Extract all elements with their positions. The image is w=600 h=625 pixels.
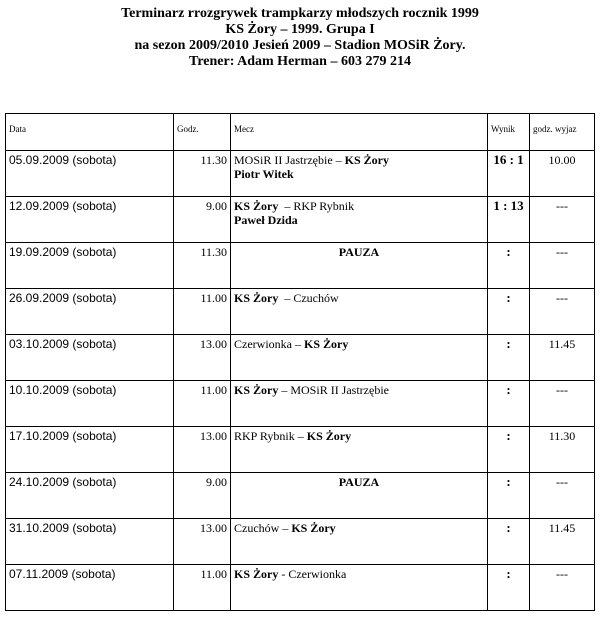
- team-separator: –: [278, 383, 291, 397]
- departure-time: 11.45: [530, 335, 595, 381]
- team-separator: –: [291, 337, 304, 351]
- referee-name: Paweł Dzida: [234, 213, 298, 227]
- home-team: KS Żory: [234, 567, 279, 581]
- column-header-date: Data: [6, 114, 174, 151]
- match-result: [488, 427, 530, 473]
- column-header-time: Godz.: [174, 114, 231, 151]
- match-cell: [231, 427, 488, 473]
- result-value: :: [506, 244, 511, 259]
- result-value: :: [506, 566, 511, 581]
- match-date: 07.11.2009 (sobota): [6, 565, 174, 611]
- column-header-result: Wynik: [488, 114, 530, 151]
- match-date: 19.09.2009 (sobota): [6, 243, 174, 289]
- match-date: 26.09.2009 (sobota): [6, 289, 174, 335]
- away-team: KS Żory: [306, 429, 352, 443]
- match-teams: [234, 521, 336, 535]
- match-cell: [231, 243, 488, 289]
- match-result: [488, 519, 530, 565]
- table-row: [6, 335, 595, 381]
- team-separator: –: [279, 521, 292, 535]
- match-date: 24.10.2009 (sobota): [6, 473, 174, 519]
- table-row: [6, 427, 595, 473]
- column-header-departure: godz. wyjaz: [530, 114, 595, 151]
- match-result: [488, 565, 530, 611]
- match-teams: [234, 291, 339, 305]
- home-team: RKP Rybnik: [234, 429, 295, 443]
- home-team: KS Żory: [234, 291, 279, 305]
- table-row: [6, 151, 595, 197]
- home-team: Czerwionka: [234, 337, 292, 351]
- departure-time: 11.45: [530, 519, 595, 565]
- match-result: [488, 381, 530, 427]
- schedule-table: [5, 113, 595, 611]
- departure-time: ---: [530, 289, 595, 335]
- table-row: [6, 381, 595, 427]
- home-team: Czuchów: [234, 521, 280, 535]
- table-row: [6, 519, 595, 565]
- match-result: [488, 473, 530, 519]
- document-header: [0, 6, 600, 70]
- match-date: 10.10.2009 (sobota): [6, 381, 174, 427]
- team-separator: –: [278, 291, 294, 305]
- match-time: 13.00: [174, 427, 231, 473]
- team-separator: –: [294, 429, 307, 443]
- match-cell: [231, 197, 488, 243]
- table-row: [6, 243, 595, 289]
- match-cell: [231, 565, 488, 611]
- team-separator: –: [332, 153, 345, 167]
- match-time: 13.00: [174, 335, 231, 381]
- table-row: [6, 473, 595, 519]
- match-result: [488, 289, 530, 335]
- table-header-row: [6, 114, 595, 151]
- home-team: KS Żory: [234, 383, 279, 397]
- header-coach: Trener: Adam Herman – 603 279 214: [189, 54, 411, 69]
- header-season: na sezon 2009/2010 Jesień 2009 – Stadion MOSiR Żory.: [134, 38, 466, 53]
- away-team: KS Żory: [303, 337, 349, 351]
- away-team: Czuchów: [293, 291, 339, 305]
- match-result: [488, 335, 530, 381]
- header-title: Terminarz rrozgrywek trampkarzy młodszych rocznik 1999: [121, 6, 479, 21]
- match-cell: [231, 335, 488, 381]
- away-team: KS Żory: [344, 153, 389, 167]
- result-value: :: [506, 290, 511, 305]
- match-date: 31.10.2009 (sobota): [6, 519, 174, 565]
- match-time: 13.00: [174, 519, 231, 565]
- match-date: 12.09.2009 (sobota): [6, 197, 174, 243]
- match-cell: [231, 151, 488, 197]
- match-teams: [234, 429, 351, 443]
- match-teams: [234, 383, 389, 397]
- match-result: [488, 197, 530, 243]
- away-team: Czerwionka: [288, 567, 347, 581]
- pause-label: PAUZA: [338, 475, 380, 489]
- result-value: 1 : 13: [493, 198, 524, 213]
- match-teams: [234, 337, 348, 351]
- table-row: [6, 565, 595, 611]
- result-value: :: [506, 474, 511, 489]
- referee-name: Piotr Witek: [234, 167, 294, 181]
- departure-time: 11.30: [530, 427, 595, 473]
- match-teams: [234, 199, 354, 213]
- away-team: KS Żory: [291, 521, 336, 535]
- departure-time: ---: [530, 473, 595, 519]
- result-value: :: [506, 428, 511, 443]
- table-row: [6, 289, 595, 335]
- departure-time: ---: [530, 381, 595, 427]
- match-time: 9.00: [174, 197, 231, 243]
- match-cell: [231, 519, 488, 565]
- match-cell: [231, 381, 488, 427]
- result-value: :: [506, 520, 511, 535]
- team-separator: -: [278, 567, 289, 581]
- match-cell: [231, 473, 488, 519]
- match-time: 11.30: [174, 243, 231, 289]
- team-separator: –: [278, 199, 294, 213]
- match-result: [488, 151, 530, 197]
- departure-time: ---: [530, 565, 595, 611]
- match-time: 11.00: [174, 289, 231, 335]
- match-time: 11.00: [174, 381, 231, 427]
- result-value: :: [506, 336, 511, 351]
- departure-time: ---: [530, 243, 595, 289]
- match-time: 11.00: [174, 565, 231, 611]
- result-value: 16 : 1: [493, 152, 524, 167]
- home-team: KS Żory: [234, 199, 279, 213]
- result-value: :: [506, 382, 511, 397]
- match-teams: [234, 567, 346, 581]
- departure-time: ---: [530, 197, 595, 243]
- match-date: 17.10.2009 (sobota): [6, 427, 174, 473]
- match-cell: [231, 289, 488, 335]
- away-team: MOSiR II Jastrzębie: [290, 383, 389, 397]
- match-date: 03.10.2009 (sobota): [6, 335, 174, 381]
- match-time: 9.00: [174, 473, 231, 519]
- table-row: [6, 197, 595, 243]
- departure-time: 10.00: [530, 151, 595, 197]
- home-team: MOSiR II Jastrzębie: [234, 153, 333, 167]
- match-date: 05.09.2009 (sobota): [6, 151, 174, 197]
- match-time: 11.30: [174, 151, 231, 197]
- header-team: KS Żory – 1999. Grupa I: [225, 22, 375, 37]
- match-result: [488, 243, 530, 289]
- pause-label: PAUZA: [338, 245, 380, 259]
- column-header-match: Mecz: [231, 114, 488, 151]
- match-teams: [234, 153, 389, 167]
- away-team: RKP Rybnik: [293, 199, 355, 213]
